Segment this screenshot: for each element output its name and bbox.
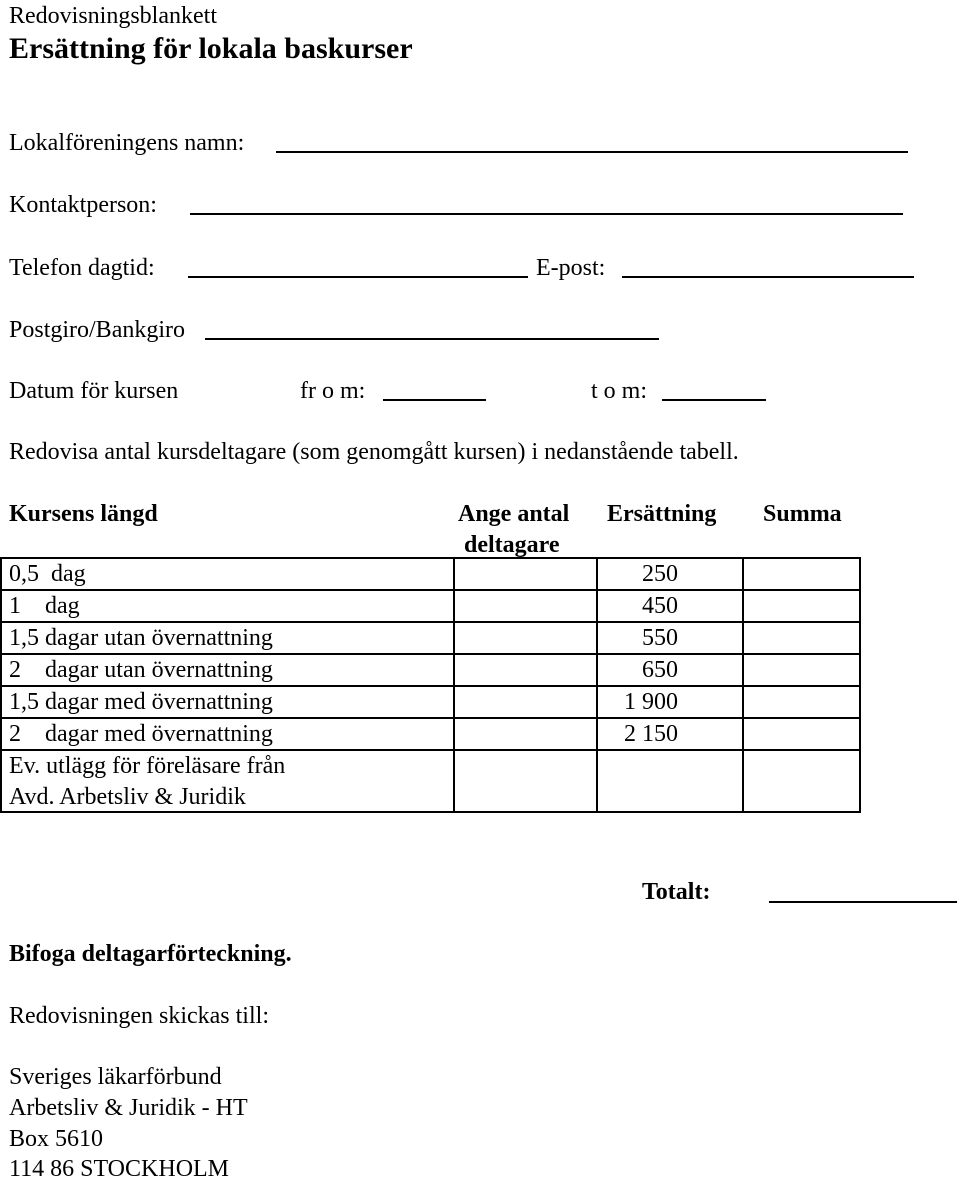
phone-field[interactable] (188, 276, 528, 278)
association-name-label: Lokalföreningens namn: (9, 130, 245, 156)
header-sum: Summa (763, 501, 842, 527)
header-compensation: Ersättning (607, 501, 717, 527)
row-compensation: 550 (642, 625, 678, 651)
row-label-line1: Ev. utlägg för föreläsare från (9, 753, 286, 779)
contact-person-field[interactable] (190, 213, 903, 215)
address-line-1: Sveriges läkarförbund (9, 1064, 222, 1090)
contact-person-label: Kontaktperson: (9, 192, 157, 218)
table-row (0, 557, 861, 589)
total-label: Totalt: (642, 879, 711, 905)
row-label: 2 dagar utan övernattning (9, 657, 273, 683)
row-compensation: 1 900 (624, 689, 678, 715)
attach-note: Bifoga deltagarförteckning. (9, 941, 292, 967)
row-label-line2: Avd. Arbetsliv & Juridik (9, 784, 246, 810)
row-compensation: 650 (642, 657, 678, 683)
table-row (0, 621, 861, 653)
phone-label: Telefon dagtid: (9, 255, 155, 281)
to-date-field[interactable] (662, 399, 766, 401)
row-label: 1,5 dagar utan övernattning (9, 625, 273, 651)
email-label: E-post: (536, 255, 606, 281)
participants-input-column[interactable] (455, 559, 595, 811)
send-to-label: Redovisningen skickas till: (9, 1003, 269, 1029)
row-label: 0,5 dag (9, 561, 86, 587)
row-label: 1 dag (9, 593, 80, 619)
from-date-label: fr o m: (300, 378, 366, 404)
to-date-label: t o m: (591, 378, 648, 404)
row-compensation: 250 (642, 561, 678, 587)
address-line-3: Box 5610 (9, 1126, 104, 1152)
address-line-2: Arbetsliv & Juridik - HT (9, 1095, 248, 1121)
table-row (0, 749, 861, 811)
giro-field[interactable] (205, 338, 659, 340)
form-type-label: Redovisningsblankett (9, 3, 217, 29)
header-course-length: Kursens längd (9, 501, 158, 527)
table-row (0, 653, 861, 685)
sum-input-column[interactable] (744, 559, 858, 811)
from-date-field[interactable] (383, 399, 486, 401)
row-compensation: 2 150 (624, 721, 678, 747)
page-title: Ersättning för lokala baskurser (9, 32, 413, 65)
address-line-4: 114 86 STOCKHOLM (9, 1156, 230, 1182)
row-compensation: 450 (642, 593, 678, 619)
table-rule (0, 811, 861, 813)
header-participants-line2: deltagare (464, 532, 560, 558)
course-date-label: Datum för kursen (9, 378, 179, 404)
table-row (0, 685, 861, 717)
association-name-field[interactable] (276, 151, 908, 153)
giro-label: Postgiro/Bankgiro (9, 317, 186, 343)
email-field[interactable] (622, 276, 914, 278)
table-row (0, 589, 861, 621)
row-label: 1,5 dagar med övernattning (9, 689, 273, 715)
compensation-table (0, 557, 861, 813)
table-row (0, 717, 861, 749)
header-participants-line1: Ange antal (458, 501, 570, 527)
row-label: 2 dagar med övernattning (9, 721, 273, 747)
instruction-text: Redovisa antal kursdeltagare (som genomgått kursen) i nedanstående tabell. (9, 439, 739, 465)
total-field[interactable] (769, 901, 957, 903)
